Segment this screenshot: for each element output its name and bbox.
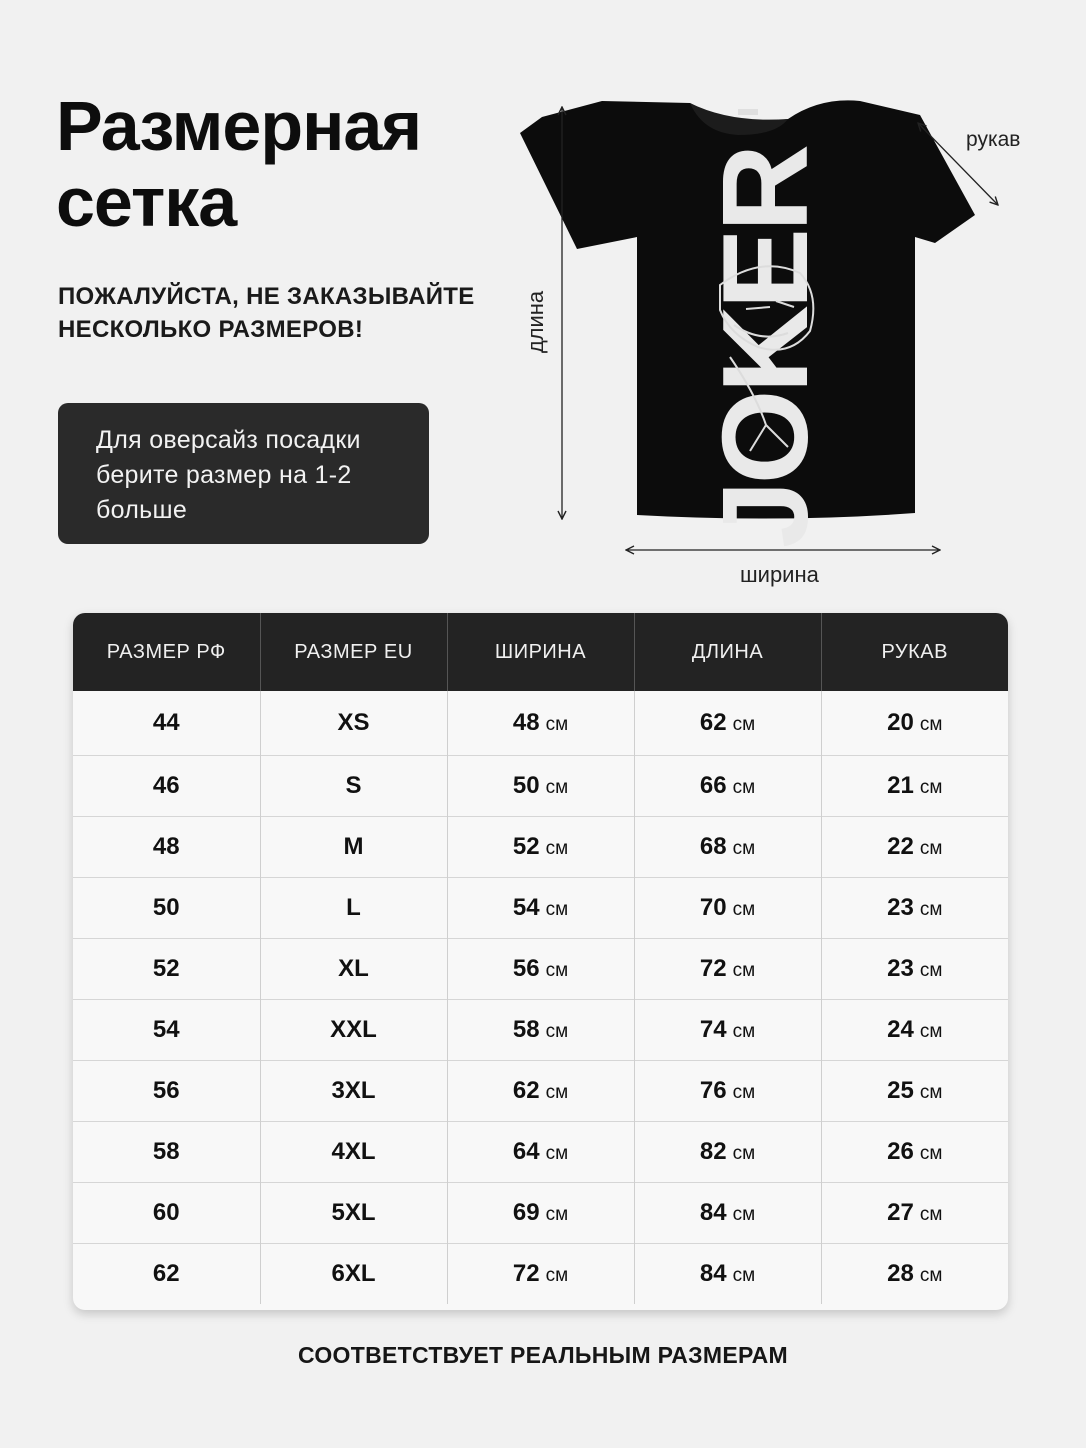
- footer-note: СООТВЕТСТВУЕТ РЕАЛЬНЫМ РАЗМЕРАМ: [298, 1342, 788, 1368]
- unit-label: см: [919, 1204, 943, 1225]
- cell-value: 28: [887, 1260, 914, 1287]
- table-row: [73, 1000, 1008, 1061]
- cell-value: 50: [152, 894, 180, 921]
- cell-length: [634, 1244, 821, 1305]
- cell-size-ru: [73, 1244, 260, 1305]
- size-table-body: [73, 691, 1008, 1304]
- order-warning: [58, 280, 475, 346]
- cell-value: 72: [512, 1260, 540, 1287]
- cell-size-eu: [260, 1183, 447, 1244]
- table-row: [73, 1183, 1008, 1244]
- table-row: [73, 756, 1008, 817]
- cell-value: 50: [512, 772, 540, 799]
- cell-sleeve: [821, 1000, 1008, 1061]
- column-header-size-eu: РАЗМЕР EU: [260, 613, 447, 691]
- neck-tag: [738, 109, 758, 115]
- cell-width: [447, 756, 634, 817]
- warning-line-1: ПОЖАЛУЙСТА, НЕ ЗАКАЗЫВАЙТЕ: [58, 283, 475, 310]
- cell-length: [634, 1000, 821, 1061]
- cell-sleeve: [821, 1244, 1008, 1305]
- unit-label: см: [732, 1082, 756, 1103]
- cell-width: [447, 1061, 634, 1122]
- cell-value: XL: [338, 955, 369, 982]
- title-line-2: сетка: [56, 163, 237, 241]
- table-row: [73, 1122, 1008, 1183]
- cell-size-eu: [260, 756, 447, 817]
- cell-width: [447, 817, 634, 878]
- cell-value: 66: [699, 772, 727, 799]
- cell-length: [634, 817, 821, 878]
- table-row: [73, 817, 1008, 878]
- oversize-tip: [58, 403, 429, 544]
- unit-label: см: [919, 714, 943, 735]
- cell-value: 26: [887, 1138, 914, 1165]
- print-joker-text: JOKER: [697, 147, 834, 549]
- cell-value: 23: [887, 894, 914, 921]
- unit-label: см: [732, 1143, 756, 1164]
- table-row: [73, 939, 1008, 1000]
- unit-label: см: [919, 899, 943, 920]
- cell-sleeve: [821, 756, 1008, 817]
- cell-size-eu: [260, 939, 447, 1000]
- unit-label: см: [732, 1265, 756, 1286]
- unit-label: см: [919, 777, 943, 798]
- cell-size-eu: [260, 691, 447, 756]
- cell-width: [447, 878, 634, 939]
- cell-sleeve: [821, 878, 1008, 939]
- cell-width: [447, 939, 634, 1000]
- cell-sleeve: [821, 1183, 1008, 1244]
- cell-length: [634, 939, 821, 1000]
- unit-label: см: [545, 1143, 569, 1164]
- title-line-1: Размерная: [56, 87, 422, 165]
- table-row: [73, 691, 1008, 756]
- cell-size-eu: [260, 817, 447, 878]
- cell-size-ru: [73, 817, 260, 878]
- cell-sleeve: [821, 1061, 1008, 1122]
- cell-value: 27: [887, 1199, 914, 1226]
- unit-label: см: [732, 838, 756, 859]
- cell-value: 46: [152, 772, 180, 799]
- cell-length: [634, 1183, 821, 1244]
- cell-width: [447, 1244, 634, 1305]
- cell-value: 54: [512, 894, 540, 921]
- cell-size-ru: [73, 878, 260, 939]
- column-header-width: ШИРИНА: [447, 613, 634, 691]
- size-table-header-row: [73, 613, 1008, 691]
- unit-label: см: [545, 960, 569, 981]
- cell-length: [634, 756, 821, 817]
- cell-length: [634, 878, 821, 939]
- unit-label: см: [919, 1021, 943, 1042]
- cell-value: 74: [699, 1016, 727, 1043]
- cell-size-eu: [260, 1122, 447, 1183]
- cell-value: M: [343, 833, 364, 860]
- unit-label: см: [545, 777, 569, 798]
- tip-line-2: берите размер на 1-2: [96, 461, 352, 489]
- cell-size-ru: [73, 1122, 260, 1183]
- tip-line-3: больше: [96, 496, 188, 524]
- column-header-sleeve: РУКАВ: [821, 613, 1008, 691]
- cell-value: 62: [699, 709, 727, 736]
- cell-size-ru: [73, 939, 260, 1000]
- cell-value: 62: [512, 1077, 540, 1104]
- tip-line-1: Для оверсайз посадки: [96, 426, 361, 454]
- cell-value: 82: [699, 1138, 727, 1165]
- cell-size-ru: [73, 1183, 260, 1244]
- page-title: [56, 88, 421, 240]
- unit-label: см: [919, 838, 943, 859]
- cell-value: 24: [887, 1016, 914, 1043]
- table-row: [73, 878, 1008, 939]
- unit-label: см: [545, 714, 569, 735]
- cell-width: [447, 1183, 634, 1244]
- cell-size-eu: [260, 1061, 447, 1122]
- cell-value: 4XL: [331, 1138, 376, 1165]
- cell-size-eu: [260, 1244, 447, 1305]
- sleeve-label: рукав: [966, 128, 1021, 151]
- unit-label: см: [732, 714, 756, 735]
- cell-value: 3XL: [331, 1077, 376, 1104]
- cell-value: 76: [699, 1077, 727, 1104]
- cell-sleeve: [821, 1122, 1008, 1183]
- cell-value: 72: [699, 955, 727, 982]
- cell-value: 68: [699, 833, 727, 860]
- column-header-size-ru: РАЗМЕР РФ: [73, 613, 260, 691]
- unit-label: см: [919, 1082, 943, 1103]
- unit-label: см: [732, 899, 756, 920]
- cell-value: 6XL: [331, 1260, 376, 1287]
- cell-sleeve: [821, 691, 1008, 756]
- cell-sleeve: [821, 817, 1008, 878]
- cell-value: 70: [699, 894, 727, 921]
- unit-label: см: [732, 1204, 756, 1225]
- cell-sleeve: [821, 939, 1008, 1000]
- cell-value: 69: [512, 1199, 540, 1226]
- cell-value: 62: [152, 1260, 180, 1287]
- cell-width: [447, 1122, 634, 1183]
- cell-size-ru: [73, 691, 260, 756]
- cell-value: 84: [699, 1260, 727, 1287]
- column-header-length: ДЛИНА: [634, 613, 821, 691]
- cell-value: 25: [887, 1077, 914, 1104]
- cell-value: 23: [887, 955, 914, 982]
- cell-value: 56: [512, 955, 540, 982]
- unit-label: см: [919, 1143, 943, 1164]
- unit-label: см: [919, 960, 943, 981]
- unit-label: см: [919, 1265, 943, 1286]
- length-label: длина: [523, 290, 548, 354]
- cell-size-eu: [260, 1000, 447, 1061]
- cell-value: 21: [887, 772, 914, 799]
- cell-value: XXL: [330, 1016, 377, 1043]
- cell-value: 22: [887, 833, 914, 860]
- cell-size-eu: [260, 878, 447, 939]
- cell-size-ru: [73, 756, 260, 817]
- tshirt-measurement-figure: [520, 95, 1080, 595]
- cell-value: 52: [152, 955, 180, 982]
- cell-width: [447, 1000, 634, 1061]
- warning-line-2: НЕСКОЛЬКО РАЗМЕРОВ!: [58, 316, 364, 343]
- cell-value: S: [345, 772, 362, 799]
- cell-value: 20: [887, 709, 914, 736]
- unit-label: см: [545, 1082, 569, 1103]
- cell-value: 58: [512, 1016, 540, 1043]
- cell-value: 5XL: [331, 1199, 376, 1226]
- cell-value: 48: [512, 709, 540, 736]
- width-label: ширина: [740, 562, 819, 587]
- cell-value: 64: [512, 1138, 540, 1165]
- table-row: [73, 1244, 1008, 1305]
- unit-label: см: [545, 1204, 569, 1225]
- unit-label: см: [545, 838, 569, 859]
- cell-value: 58: [152, 1138, 180, 1165]
- cell-length: [634, 1061, 821, 1122]
- cell-value: 56: [152, 1077, 180, 1104]
- cell-size-ru: [73, 1000, 260, 1061]
- unit-label: см: [732, 960, 756, 981]
- cell-value: 48: [152, 833, 180, 860]
- cell-length: [634, 691, 821, 756]
- cell-value: 84: [699, 1199, 727, 1226]
- cell-value: 52: [512, 833, 540, 860]
- unit-label: см: [545, 899, 569, 920]
- cell-value: L: [346, 894, 361, 921]
- cell-value: 60: [152, 1199, 180, 1226]
- cell-width: [447, 691, 634, 756]
- unit-label: см: [545, 1265, 569, 1286]
- size-table: [73, 613, 1008, 1310]
- cell-value: XS: [337, 709, 370, 736]
- cell-size-ru: [73, 1061, 260, 1122]
- table-row: [73, 1061, 1008, 1122]
- cell-value: 44: [152, 709, 180, 736]
- unit-label: см: [732, 1021, 756, 1042]
- unit-label: см: [732, 777, 756, 798]
- unit-label: см: [545, 1021, 569, 1042]
- cell-length: [634, 1122, 821, 1183]
- cell-value: 54: [152, 1016, 180, 1043]
